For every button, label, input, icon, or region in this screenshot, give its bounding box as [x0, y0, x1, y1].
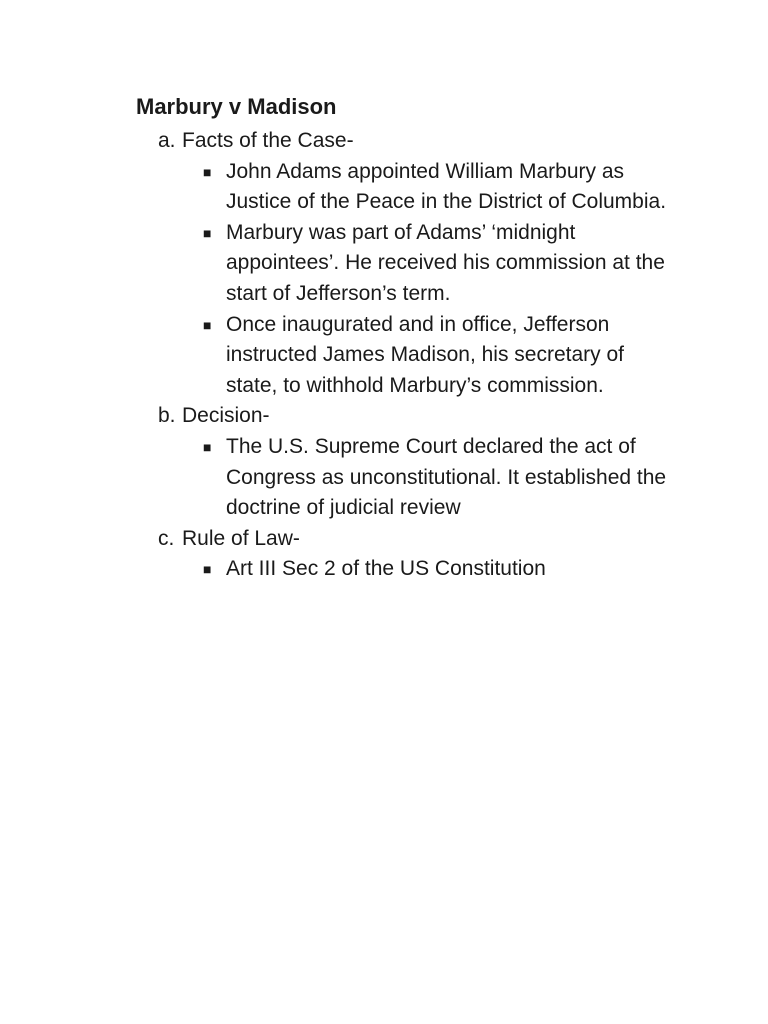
section-label: Decision-: [182, 404, 270, 428]
section-decision: [0, 401, 768, 523]
list-item: [0, 157, 676, 218]
square-bullet-icon: ■: [203, 316, 212, 333]
bullet-list: [0, 432, 768, 524]
bullet-text: Art III Sec 2 of the US Constitution: [226, 557, 546, 581]
section-heading: [0, 524, 768, 555]
bullet-text: Once inaugurated and in office, Jefferson instructed James Madison, his secretary of state, to withhold Marbury’s commission.: [226, 312, 624, 397]
section-heading: [0, 401, 768, 432]
bullet-list: [0, 554, 768, 585]
list-item: [0, 432, 676, 524]
bullet-text: John Adams appointed William Marbury as Justice of the Peace in the District of Columbia.: [226, 159, 667, 214]
section-marker: b.: [158, 404, 176, 428]
square-bullet-icon: ■: [203, 224, 212, 241]
list-item: [0, 218, 676, 310]
section-facts: [0, 126, 768, 401]
list-item: [0, 310, 676, 402]
section-label: Facts of the Case-: [182, 129, 354, 152]
section-marker: a.: [158, 129, 176, 152]
square-bullet-icon: ■: [203, 561, 212, 578]
bullet-list: [0, 157, 768, 402]
square-bullet-icon: ■: [203, 438, 212, 455]
bullet-text: Marbury was part of Adams’ ‘midnight appointees’. He received his commission at the start of Jefferson’s term.: [226, 220, 665, 305]
section-list: [0, 126, 768, 585]
section-marker: c.: [158, 526, 175, 550]
section-rule-of-law: [0, 524, 768, 585]
square-bullet-icon: ■: [203, 163, 212, 180]
bullet-text: The U.S. Supreme Court declared the act of Congress as unconstitutional. It established the doctrine of judicial review: [226, 434, 667, 520]
list-item: [0, 554, 676, 585]
section-label: Rule of Law-: [182, 526, 300, 550]
document-title: Marbury v Madison: [136, 94, 337, 119]
section-heading: [0, 126, 768, 157]
